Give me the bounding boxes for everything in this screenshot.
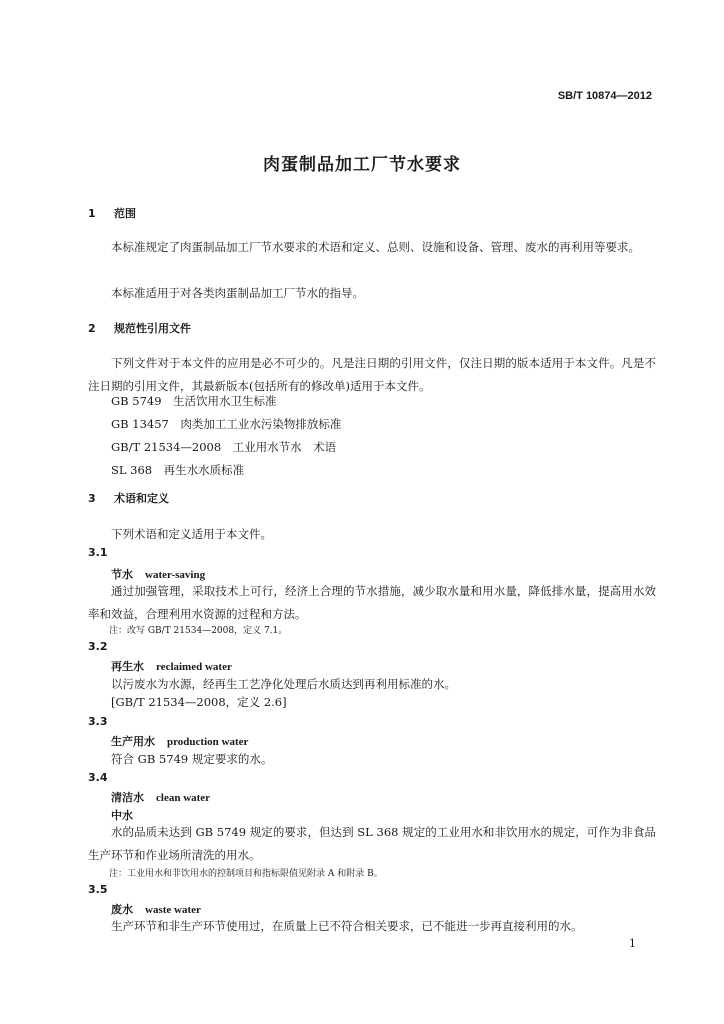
term-en: production water	[167, 736, 249, 748]
term-cn: 废水	[111, 903, 133, 916]
term-cn: 再生水	[111, 660, 144, 673]
term-alt-name: 中水	[111, 809, 133, 822]
term-definition: 以污废水为水源，经再生工艺净化处理后水质达到再利用标准的水。	[111, 677, 456, 691]
term-note: 注：工业用水和非饮用水的控制项目和指标限值见附录 A 和附录 B。	[109, 869, 383, 879]
term-en: reclaimed water	[156, 661, 232, 673]
references-intro: 下列文件对于本文件的应用是必不可少的。凡是注日期的引用文件，仅注日期的版本适用于本文件。凡是不注日期的引用文件，其最新版本(包括所有的修改单)适用于本文件。	[88, 356, 656, 393]
section-number: 3	[88, 492, 96, 505]
standard-code: SB/T 10874—2012	[557, 90, 652, 102]
term-number: 3.4	[88, 771, 108, 784]
term-source: [GB/T 21534—2008，定义 2.6]	[111, 695, 287, 709]
term-number: 3.2	[88, 640, 108, 653]
term-definition: 符合 GB 5749 规定要求的水。	[111, 752, 273, 766]
term-heading	[111, 733, 248, 749]
section-number: 2	[88, 322, 96, 335]
term-note: 注：改写 GB/T 21534—2008，定义 7.1。	[109, 626, 288, 636]
section-title: 规范性引用文件	[114, 322, 191, 335]
reference-item: GB/T 21534—2008 工业用水节水 术语	[111, 440, 337, 454]
section-title: 术语和定义	[114, 492, 169, 505]
term-cn: 节水	[111, 568, 133, 581]
term-en: waste water	[145, 904, 201, 916]
term-number: 3.1	[88, 546, 108, 559]
term-heading	[111, 901, 201, 917]
document-title: 肉蛋制品加工厂节水要求	[263, 155, 461, 175]
term-en: clean water	[156, 792, 211, 804]
term-number: 3.3	[88, 715, 108, 728]
reference-item: GB 5749 生活饮用水卫生标准	[111, 394, 277, 408]
section-number: 1	[88, 207, 96, 220]
scope-paragraph-2: 本标准适用于对各类肉蛋制品加工厂节水的指导。	[111, 286, 364, 300]
term-definition: 水的品质未达到 GB 5749 规定的要求，但达到 SL 368 规定的工业用水和非饮用水的规定，可作为非食品生产环节和作业场所清洗的用水。	[88, 825, 656, 862]
terms-intro: 下列术语和定义适用于本文件。	[111, 527, 272, 541]
section-3-heading	[88, 490, 169, 506]
term-en: water-saving	[145, 569, 206, 581]
term-number: 3.5	[88, 883, 108, 896]
section-title: 范围	[114, 207, 136, 220]
term-heading	[111, 789, 210, 805]
scope-paragraph-1: 本标准规定了肉蛋制品加工厂节水要求的术语和定义、总则、设施和设备、管理、废水的再利用等要求。	[111, 240, 640, 254]
section-2-heading	[88, 320, 191, 336]
reference-item: GB 13457 肉类加工工业水污染物排放标准	[111, 417, 342, 431]
reference-item: SL 368 再生水水质标准	[111, 463, 245, 477]
term-heading	[111, 658, 232, 674]
term-cn: 清洁水	[111, 791, 144, 804]
term-definition: 通过加强管理，采取技术上可行，经济上合理的节水措施，减少取水量和用水量，降低排水量，提高用水效率和效益，合理利用水资源的过程和方法。	[88, 584, 656, 621]
page-number: 1	[629, 937, 636, 950]
section-1-heading	[88, 205, 136, 221]
term-definition: 生产环节和非生产环节使用过，在质量上已不符合相关要求，已不能进一步再直接利用的水。	[111, 919, 583, 933]
term-cn: 生产用水	[111, 735, 155, 748]
